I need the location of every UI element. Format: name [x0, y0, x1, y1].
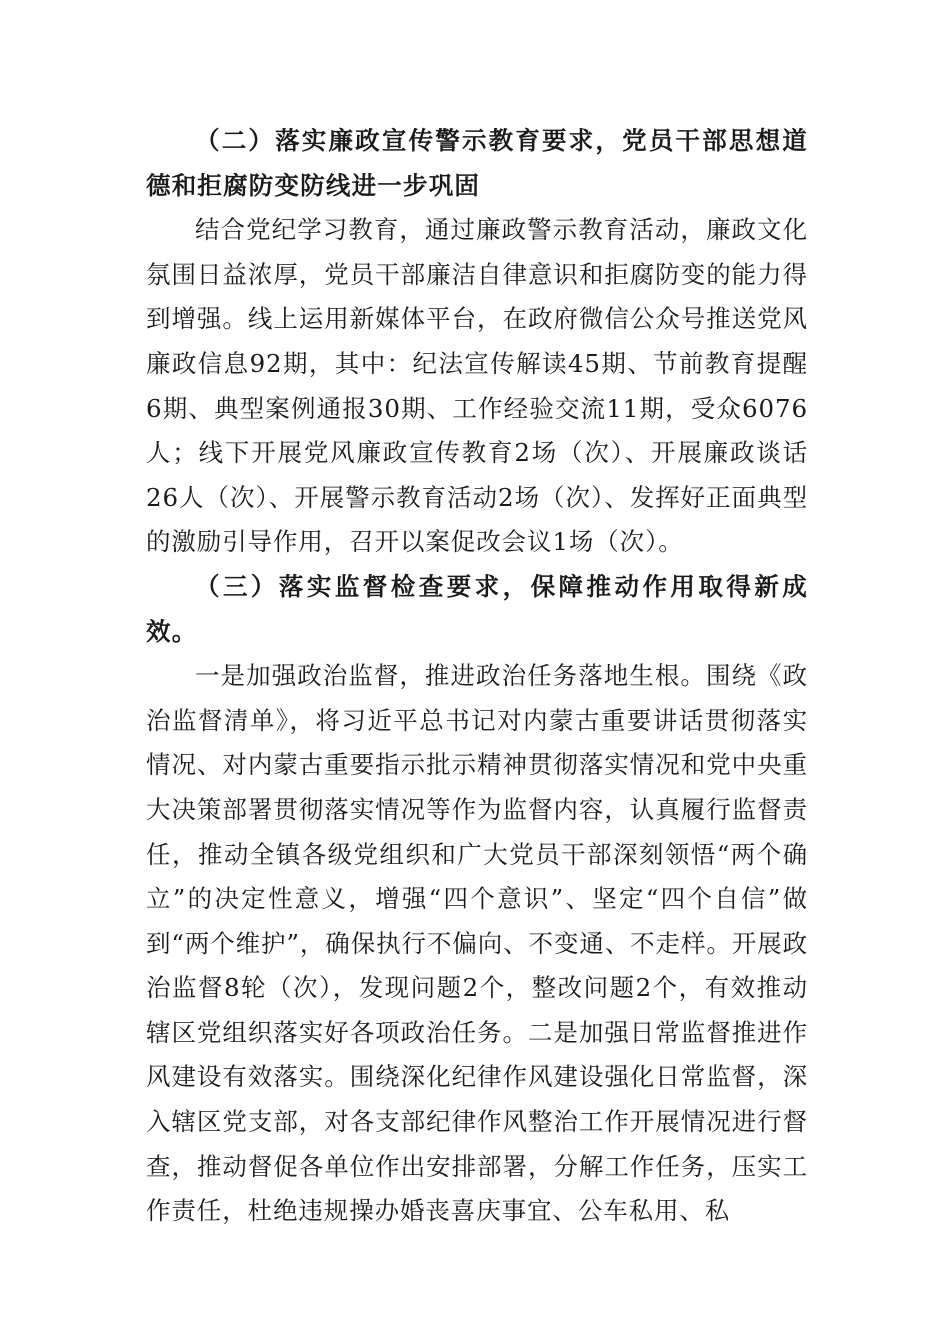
section-heading-2: （二）落实廉政宣传警示教育要求，党员干部思想道德和拒腐防变防线进一步巩固 — [146, 126, 808, 200]
document-body — [146, 119, 808, 1234]
section-2-body-paragraph: 结合党纪学习教育，通过廉政警示教育活动，廉政文化氛围日益浓厚，党员干部廉洁自律意识和拒腐防变的能力得到增强。线上运用新媒体平台，在政府微信公众号推送党风廉政信息92期，其中：纪法宣传解读45期、节前教育提醒6期、典型案例通报30期、工作经验交流11期，受众6076人；线下开展党风廉政宣传教育2场（次）、开展廉政谈话26人（次）、开展警示教育活动2场（次）、发挥好正面典型的激励引导作用，召开以案促改会议1场（次）。 — [146, 215, 808, 557]
section-heading-3: （三）落实监督检查要求，保障推动作用取得新成效。 — [146, 571, 808, 646]
section-3-body-paragraph: 一是加强政治监督，推进政治任务落地生根。围绕《政治监督清单》，将习近平总书记对内蒙古重要讲话贯彻落实情况、对内蒙古重要指示批示精神贯彻落实情况和党中央重大决策部署贯彻落实情况等作为监督内容，认真履行监督责任，推动全镇各级党组织和广大党员干部深刻领悟“两个确立”的决定性意义，增强“四个意识”、坚定“四个自信”做到“两个维护”，确保执行不偏向、不变通、不走样。开展政治监督8轮（次），发现问题2个，整改问题2个，有效推动辖区党组织落实好各项政治任务。二是加强日常监督推进作风建设有效落实。围绕深化纪律作风建设强化日常监督，深入辖区党支部，对各支部纪律作风整治工作开展情况进行督查，推动督促各单位作出安排部署，分解工作任务，压实工作责任，杜绝违规操办婚丧喜庆事宜、公车私用、私 — [146, 661, 808, 1226]
